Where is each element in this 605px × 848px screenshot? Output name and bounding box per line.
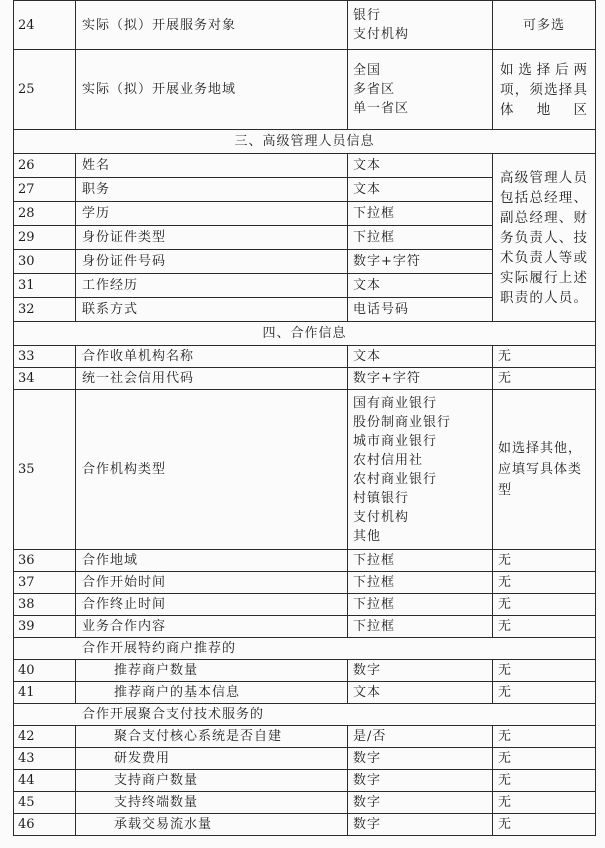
field-name: 合作收单机构名称: [76, 346, 348, 368]
row-number: 32: [14, 298, 76, 322]
row-number: 39: [14, 616, 76, 638]
field-type: 下拉框: [348, 226, 493, 250]
section-header-row: [14, 322, 596, 346]
field-note: 如选择其他，应填写具体类型: [493, 390, 596, 550]
row-number: 38: [14, 594, 76, 616]
table-row: [14, 154, 596, 178]
field-type: 文本: [348, 178, 493, 202]
field-type: 文本: [348, 346, 493, 368]
subsection-title: 合作开展特约商户推荐的: [14, 638, 596, 660]
field-note: 无: [493, 660, 596, 682]
option-text: 农村信用社: [353, 452, 424, 468]
field-name: 合作开始时间: [76, 572, 348, 594]
field-name: 身份证件类型: [76, 226, 348, 250]
table-row: [14, 1, 596, 50]
field-type: 下拉框: [348, 550, 493, 572]
row-number: 35: [14, 390, 76, 550]
field-note: 无: [493, 572, 596, 594]
field-type: [348, 1, 493, 50]
table-row: [14, 616, 596, 638]
field-type: 文本: [348, 274, 493, 298]
row-number: 33: [14, 346, 76, 368]
table-row: [14, 770, 596, 792]
field-type: [348, 50, 493, 130]
option-text: 城市商业银行: [353, 433, 438, 449]
row-number: 42: [14, 726, 76, 748]
field-type: 下拉框: [348, 572, 493, 594]
field-name: 实际（拟）开展服务对象: [76, 1, 348, 50]
option-text: 全国: [353, 63, 382, 78]
row-number: 24: [14, 1, 76, 50]
table-row: [14, 50, 596, 130]
row-number: 29: [14, 226, 76, 250]
field-type: [348, 390, 493, 550]
row-number: 36: [14, 550, 76, 572]
field-name: 学历: [76, 202, 348, 226]
field-type: 数字: [348, 748, 493, 770]
table-row: [14, 792, 596, 814]
row-number: 44: [14, 770, 76, 792]
field-type: 文本: [348, 154, 493, 178]
field-note: 可多选: [493, 1, 596, 50]
table-row: [14, 814, 596, 836]
field-note: 无: [493, 594, 596, 616]
field-type: 下拉框: [348, 594, 493, 616]
field-name: 联系方式: [76, 298, 348, 322]
row-number: 26: [14, 154, 76, 178]
option-text: 国有商业银行: [353, 395, 438, 411]
field-type: 下拉框: [348, 202, 493, 226]
row-number: 34: [14, 368, 76, 390]
field-note: 高级管理人员包括总经理、副总经理、财务负责人、技术负责人等或实际履行上述职责的人员。: [493, 154, 596, 322]
table-row: [14, 660, 596, 682]
row-number: 46: [14, 814, 76, 836]
option-text: 单一省区: [353, 101, 410, 116]
field-name: 承载交易流水量: [76, 814, 348, 836]
table-row: [14, 550, 596, 572]
row-number: 28: [14, 202, 76, 226]
field-name: 推荐商户数量: [76, 660, 348, 682]
option-text: 支付机构: [353, 27, 410, 42]
table-row: [14, 390, 596, 550]
row-number: 31: [14, 274, 76, 298]
field-name: 合作地域: [76, 550, 348, 572]
field-type: 数字: [348, 814, 493, 836]
field-note: 无: [493, 748, 596, 770]
field-note: 无: [493, 682, 596, 704]
field-name: 支持终端数量: [76, 792, 348, 814]
subsection-header-row: [14, 704, 596, 726]
section-title: 四、合作信息: [14, 322, 596, 346]
row-number: 45: [14, 792, 76, 814]
table-row: [14, 726, 596, 748]
field-note: 如选择后两项，须选择具体地区: [493, 50, 596, 130]
option-text: 其他: [353, 528, 382, 544]
option-text: 银行: [353, 8, 382, 23]
row-number: 25: [14, 50, 76, 130]
table-row: [14, 594, 596, 616]
field-name: 姓名: [76, 154, 348, 178]
row-number: 27: [14, 178, 76, 202]
table-row: [14, 682, 596, 704]
field-name: 合作终止时间: [76, 594, 348, 616]
field-name: 工作经历: [76, 274, 348, 298]
form-fields-table-page: [13, 0, 595, 836]
row-number: 40: [14, 660, 76, 682]
field-type: 数字: [348, 770, 493, 792]
field-type: 数字: [348, 660, 493, 682]
field-type: 是/否: [348, 726, 493, 748]
row-number: 30: [14, 250, 76, 274]
field-type: 下拉框: [348, 616, 493, 638]
field-note: 无: [493, 550, 596, 572]
section-title: 三、高级管理人员信息: [14, 130, 596, 154]
field-name: 身份证件号码: [76, 250, 348, 274]
table-row: [14, 572, 596, 594]
field-note: 无: [493, 616, 596, 638]
field-name: 职务: [76, 178, 348, 202]
field-type: 电话号码: [348, 298, 493, 322]
field-type: 文本: [348, 682, 493, 704]
table-row: [14, 346, 596, 368]
field-name: 聚合支付核心系统是否自建: [76, 726, 348, 748]
field-definition-table: [13, 0, 596, 836]
field-name: 研发费用: [76, 748, 348, 770]
row-number: 43: [14, 748, 76, 770]
option-text: 支付机构: [353, 509, 410, 525]
field-type: 数字+字符: [348, 368, 493, 390]
field-name: 支持商户数量: [76, 770, 348, 792]
field-note: 无: [493, 726, 596, 748]
option-text: 村镇银行: [353, 490, 410, 506]
field-note: 无: [493, 792, 596, 814]
field-note: 无: [493, 814, 596, 836]
option-text: 多省区: [353, 82, 396, 97]
field-type: 数字+字符: [348, 250, 493, 274]
field-type: 数字: [348, 792, 493, 814]
table-row: [14, 368, 596, 390]
field-name: 业务合作内容: [76, 616, 348, 638]
field-note: 无: [493, 770, 596, 792]
field-note: 无: [493, 346, 596, 368]
row-number: 37: [14, 572, 76, 594]
option-text: 股份制商业银行: [353, 414, 452, 430]
subsection-header-row: [14, 638, 596, 660]
row-number: 41: [14, 682, 76, 704]
section-header-row: [14, 130, 596, 154]
field-name: 推荐商户的基本信息: [76, 682, 348, 704]
table-row: [14, 748, 596, 770]
option-text: 农村商业银行: [353, 471, 438, 487]
field-name: 实际（拟）开展业务地域: [76, 50, 348, 130]
field-note: 无: [493, 368, 596, 390]
field-name: 合作机构类型: [76, 390, 348, 550]
field-name: 统一社会信用代码: [76, 368, 348, 390]
subsection-title: 合作开展聚合支付技术服务的: [14, 704, 596, 726]
